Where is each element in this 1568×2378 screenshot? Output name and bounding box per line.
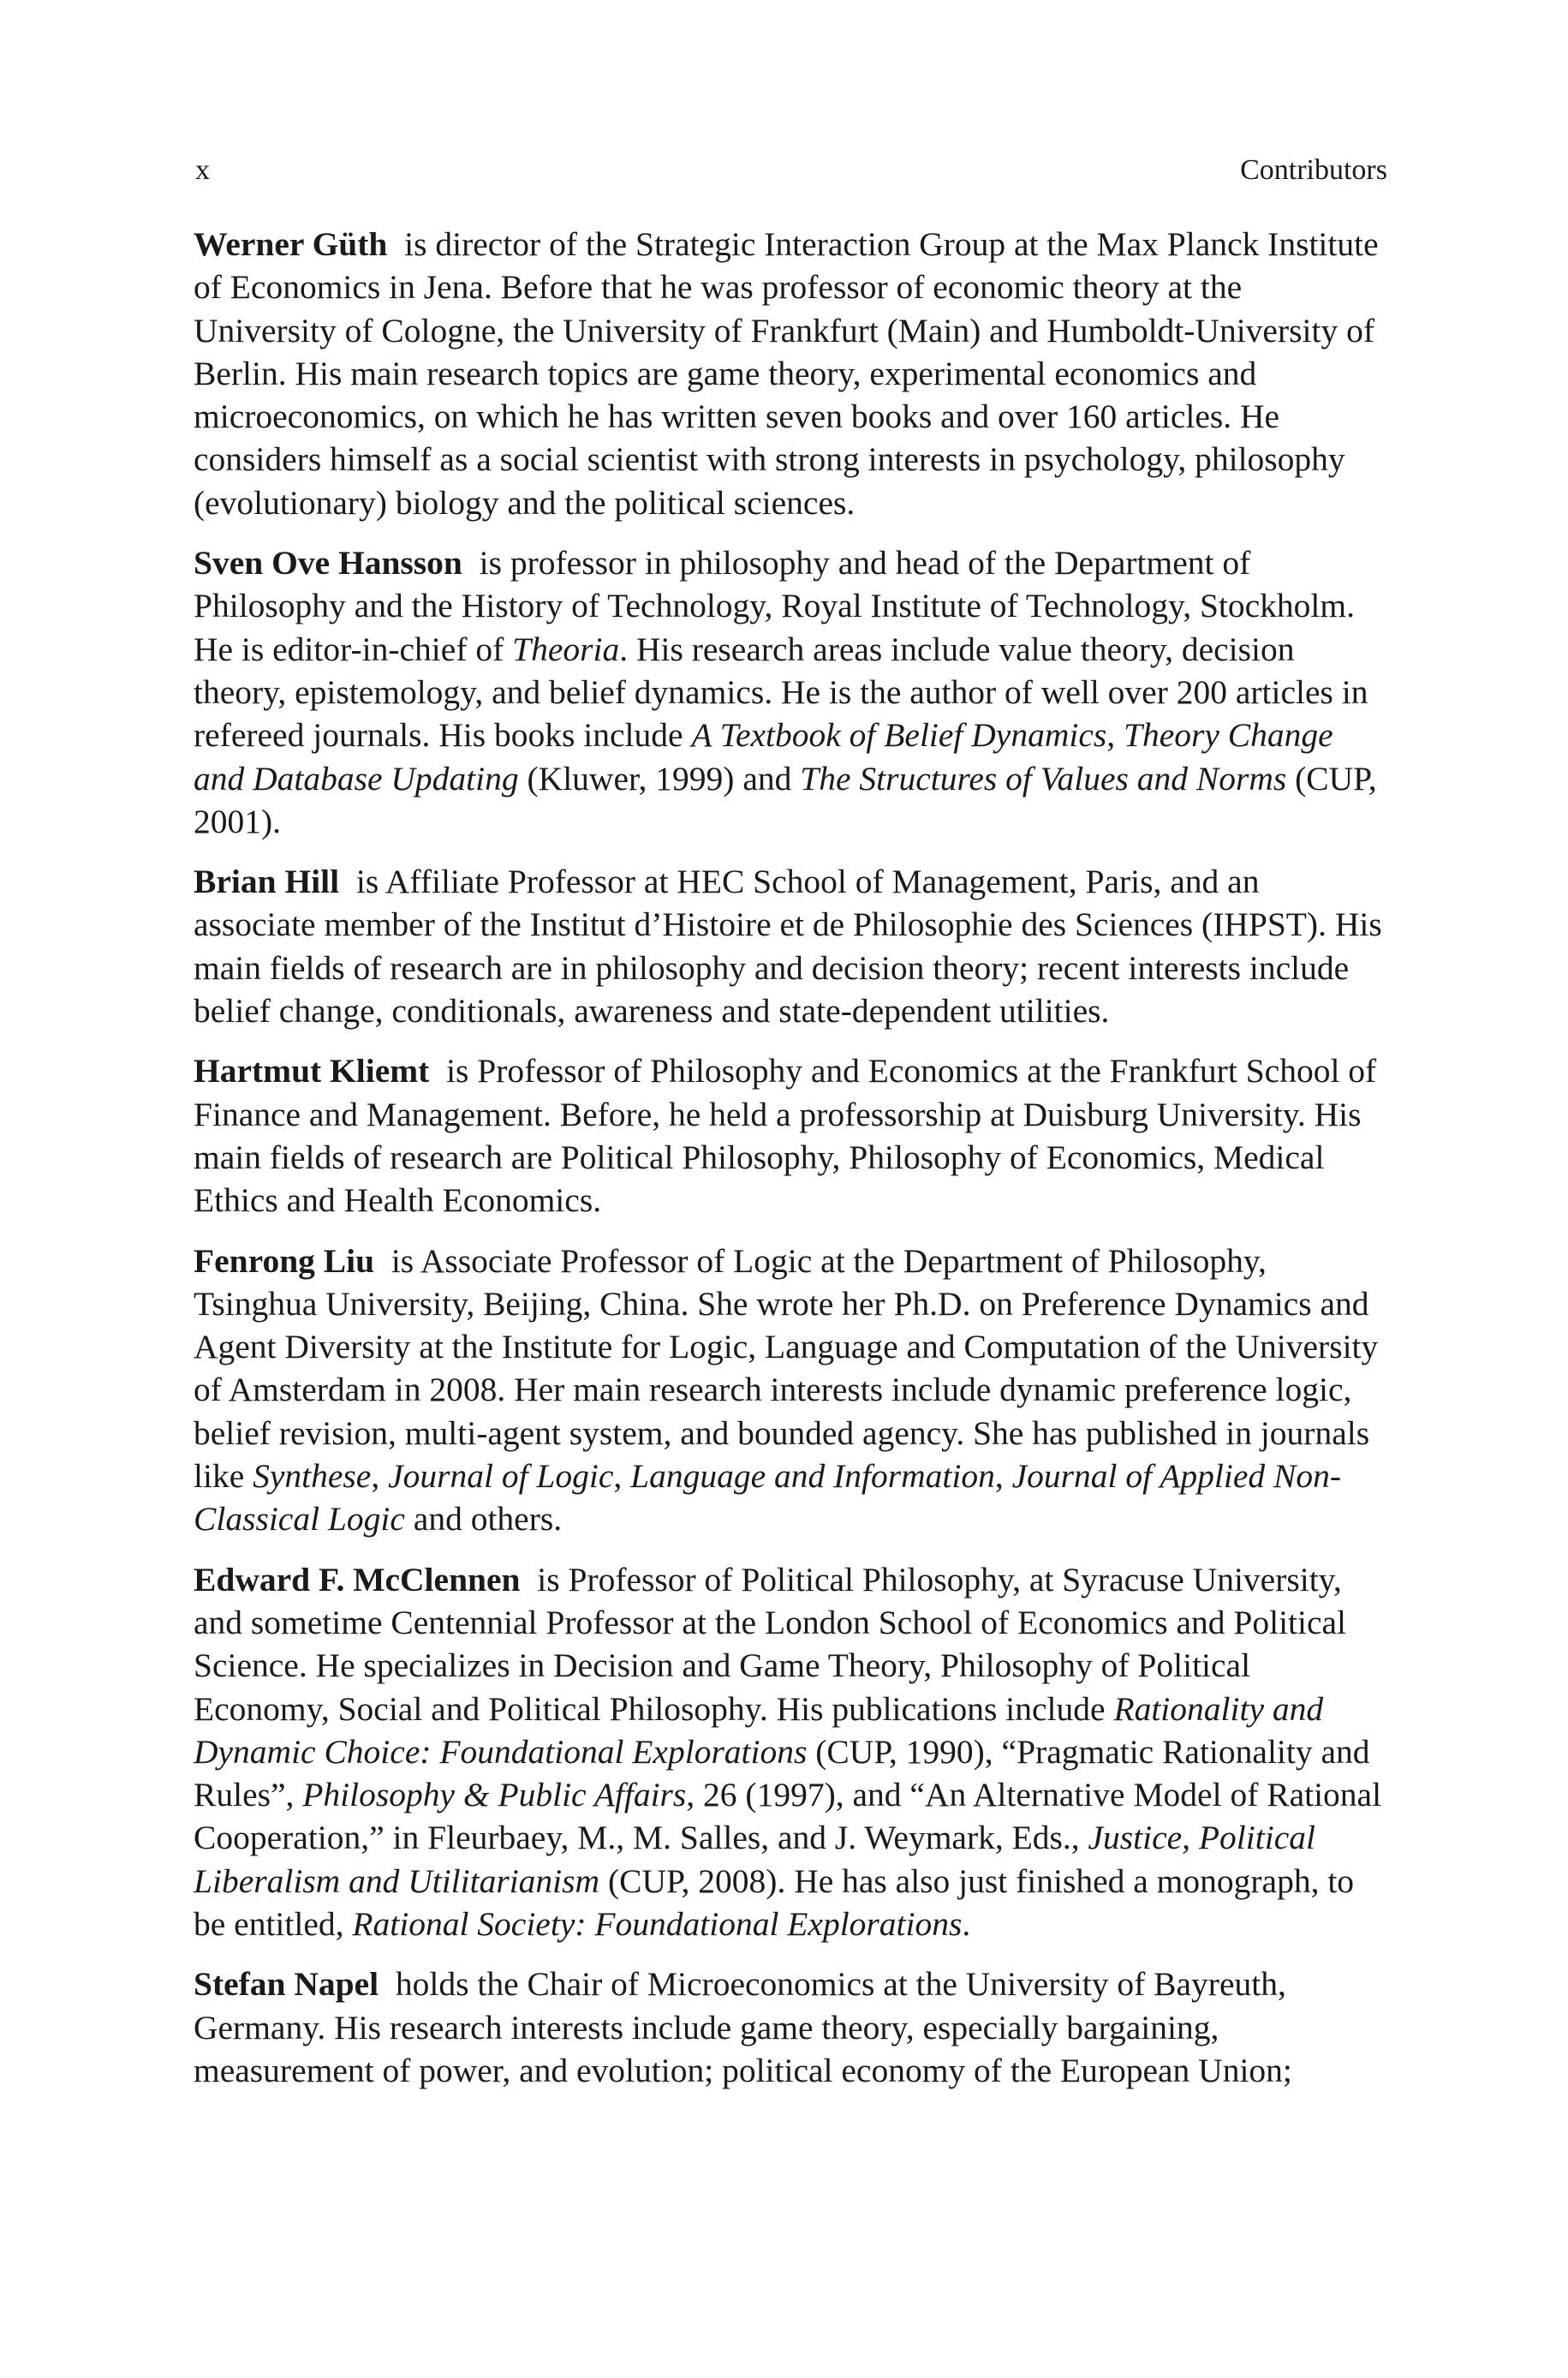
bio-text: is director of the Strategic Interaction Group at the Max Planck Institute of Economics in Jena. Before that he was professor of economic theory at the University of Cologne, the University of Frankfurt (Main) and Humboldt-University of Berlin. His main research topics are game theory, experimental economics and microeconomics, on which he has written seven books and over 160 articles. He considers himself as a social scientist with strong interests in psychology, philosophy (evolutionary) biology and the political sciences.: [194, 225, 1379, 522]
contributor-name: Edward F. McClennen: [194, 1560, 521, 1598]
bio-text: . His research areas include value theory, decision theory, epistemology, and belief dynamics. He is the author of well over 200 articles in refereed journals. His books include: [194, 630, 1368, 755]
italic-title: Language and Information: [630, 1457, 995, 1496]
bio-text: (CUP, 2008). He has also just finished a monograph, to be entitled,: [194, 1861, 1355, 1943]
italic-title: Synthese: [253, 1457, 372, 1496]
contributor-entry: [194, 1963, 1387, 2092]
bio-text: ,: [994, 1457, 1012, 1496]
contributor-entry: [194, 223, 1387, 524]
contributor-name: Hartmut Kliemt: [194, 1052, 430, 1090]
bio-text: ,: [1106, 716, 1124, 755]
italic-title: Theory Change and Database Updating: [194, 716, 1333, 798]
bio-text: and others.: [404, 1500, 563, 1539]
contributor-entry: [194, 1558, 1387, 1946]
bio-text: is Professor of Philosophy and Economics at the Frankfurt School of Finance and Management. Before, he held a professorship at Duisburg University. His main fields of research are Political Philosophy, Philosophy of Economics, Medical Ethics and Health Economics.: [194, 1052, 1377, 1220]
italic-title: Journal of Logic: [388, 1457, 614, 1496]
italic-title: Justice, Political Liberalism and Utilitarianism: [194, 1819, 1315, 1900]
bio-text: holds the Chair of Microeconomics at the University of Bayreuth, Germany. His research interests include game theory, especially bargaining, measurement of power, and evolution; political economy of the European Union;: [194, 1965, 1292, 2089]
contributor-entry: [194, 1049, 1387, 1222]
contributor-name: Stefan Napel: [194, 1965, 379, 2004]
page-number: x: [195, 154, 210, 186]
contributor-name: Sven Ove Hansson: [194, 544, 462, 583]
bio-text: is Affiliate Professor at HEC School of Management, Paris, and an associate member of the Institut d’Histoire et de Philosophie des Sciences (IHPST). His main fields of research are in philosophy and decision theory; recent interests include belief change, conditionals, awareness and state-dependent utilities.: [194, 863, 1382, 1031]
italic-title: The Structures of Values and Norms: [800, 759, 1287, 798]
bio-text: is Professor of Political Philosophy, at Syracuse University, and sometime Centennial Professor at the London School of Economics and Political Science. He specializes in Decision and Game Theory, Philosophy of Political Economy, Social and Political Philosophy. His publications include: [194, 1560, 1347, 1728]
bio-text: ,: [371, 1457, 389, 1496]
contributor-name: Fenrong Liu: [194, 1241, 375, 1280]
italic-title: Journal of Applied Non-Classical Logic: [194, 1457, 1341, 1539]
bio-text: is Associate Professor of Logic at the Department of Philosophy, Tsinghua University, Beijing, China. She wrote her Ph.D. on Preference Dynamics and Agent Diversity at the Institute for Logic, Language and Computation of the University of Amsterdam in 2008. Her main research interests include dynamic preference logic, belief revision, multi-agent system, and bounded agency. She has published in journals like: [194, 1241, 1379, 1496]
contributor-entry: [194, 860, 1387, 1032]
contributor-name: Brian Hill: [194, 863, 340, 901]
section-title: Contributors: [1240, 154, 1387, 186]
bio-text: (Kluwer, 1999) and: [518, 759, 801, 798]
bio-text: .: [962, 1904, 971, 1943]
bio-text: (CUP, 1990), “Pragmatic Rationality and Rules”,: [194, 1732, 1370, 1814]
bio-text: (CUP, 2001).: [194, 759, 1377, 840]
italic-title: A Textbook of Belief Dynamics: [691, 716, 1107, 755]
italic-title: Philosophy & Public Affairs: [302, 1776, 687, 1814]
contributor-name: Werner Güth: [194, 225, 388, 263]
bio-text: ,: [613, 1457, 631, 1496]
contributor-entry: [194, 541, 1387, 843]
running-head: [194, 151, 1387, 190]
contributor-entry: [194, 1240, 1387, 1541]
contributor-list: [194, 223, 1387, 2109]
italic-title: Theoria: [512, 630, 620, 668]
italic-title: Rational Society: Foundational Explorations: [352, 1904, 963, 1943]
bio-text: , 26 (1997), and “An Alternative Model of Rational Cooperation,” in Fleurbaey, M., M. Salles, and J. Weymark, Eds.,: [194, 1776, 1382, 1857]
italic-title: Rationality and Dynamic Choice: Foundational Explorations: [194, 1689, 1324, 1771]
bio-text: is professor in philosophy and head of the Department of Philosophy and the History of Technology, Royal Institute of Technology, Stockholm. He is editor-in-chief of: [194, 544, 1355, 668]
